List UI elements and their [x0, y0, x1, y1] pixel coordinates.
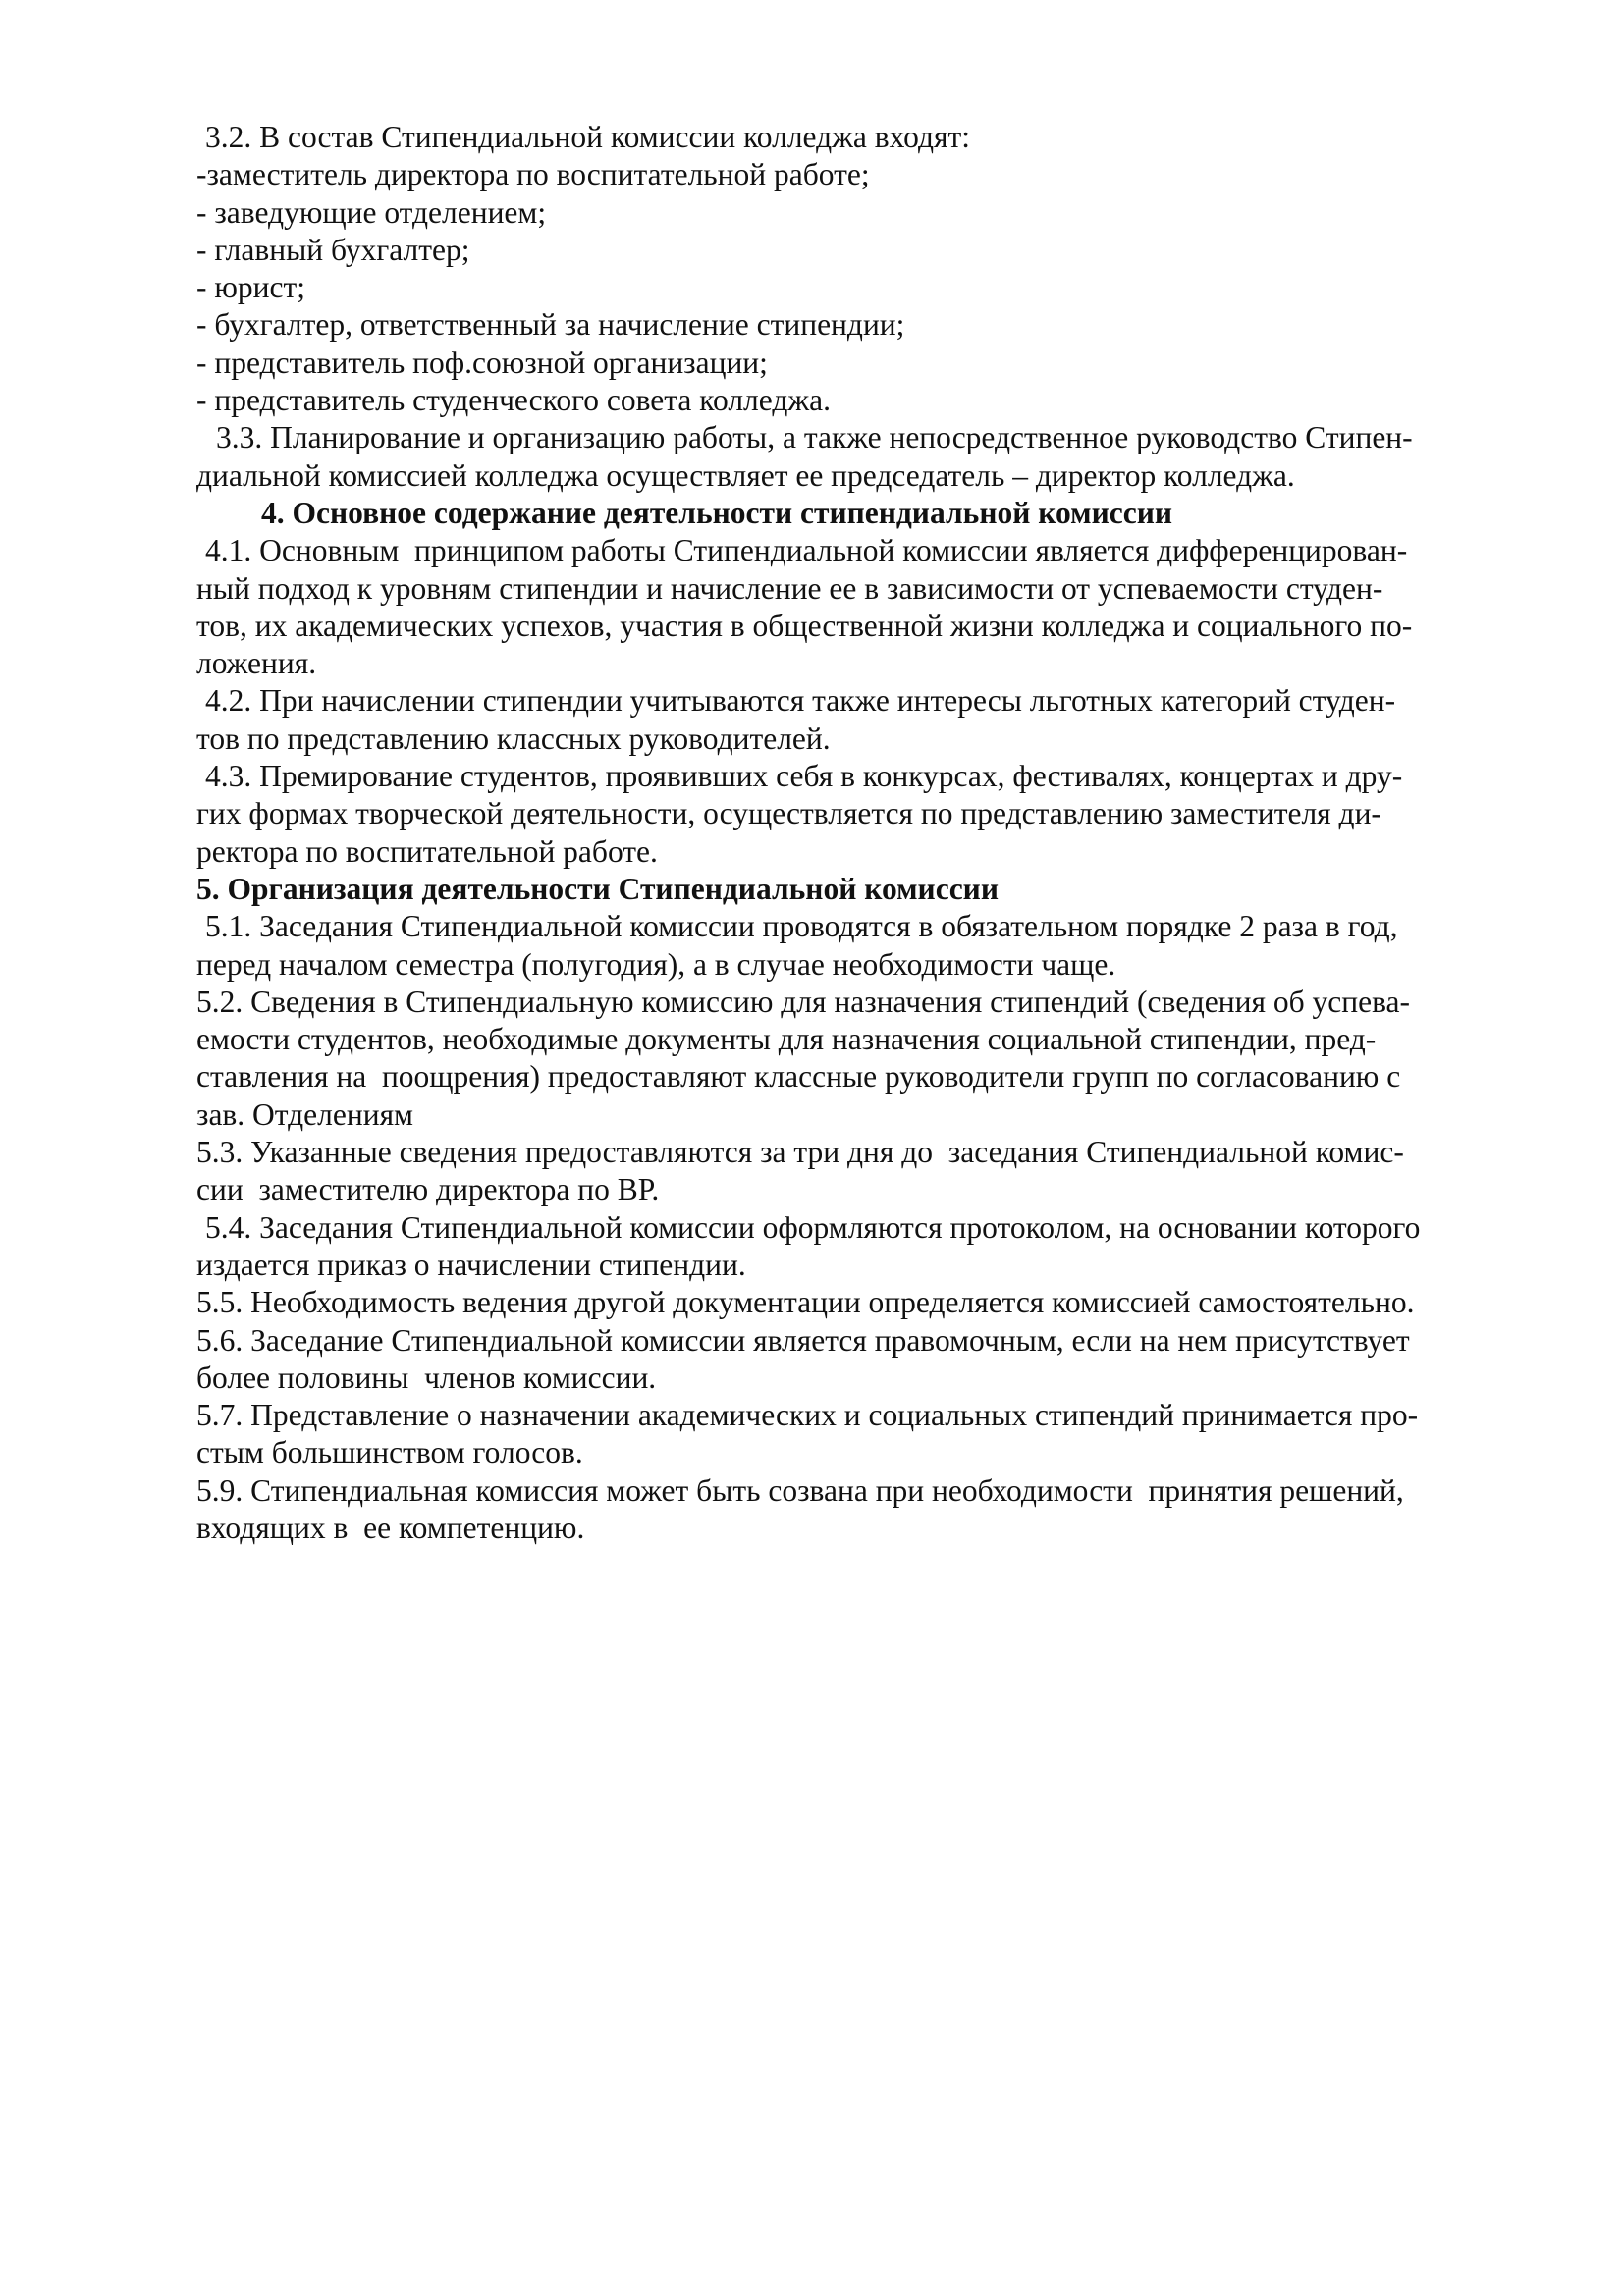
paragraph-4-2-line-2: тов по представлению классных руководителей. [196, 721, 831, 756]
paragraph-5-5: 5.5. Необходимость ведения другой документации определяется комиссией самостоятельно. [196, 1285, 1415, 1320]
document-page [196, 119, 1532, 1547]
paragraph-5-2-line-4: зав. Отделениям [196, 1096, 413, 1132]
paragraph-5-1-line-1: 5.1. Заседания Стипендиальной комиссии проводятся в обязательном порядке 2 раза в год, [205, 909, 1398, 944]
list-item-accountant: - бухгалтер, ответственный за начисление стипендии; [196, 307, 905, 343]
paragraph-4-1-line-2: ный подход к уровням стипендии и начисление ее в зависимости от успеваемости студен- [196, 570, 1383, 606]
list-item-chief-accountant: - главный бухгалтер; [196, 232, 470, 267]
list-item-union-rep: - представитель поф.союзной организации; [196, 345, 768, 380]
paragraph-3-2-heading: 3.2. В состав Стипендиальной комиссии колледжа входят: [205, 120, 971, 154]
paragraph-5-6-line-2: более половины членов комиссии. [196, 1360, 657, 1395]
paragraph-5-2-line-2: емости студентов, необходимые документы для назначения социальной стипендии, пред- [196, 1022, 1377, 1057]
paragraph-5-3-line-1: 5.3. Указанные сведения предоставляются за три дня до заседания Стипендиальной комис- [196, 1135, 1404, 1170]
paragraph-5-3-line-2: сии заместителю директора по ВР. [196, 1172, 660, 1207]
list-item-student-council-rep: - представитель студенческого совета колледжа. [196, 383, 831, 418]
paragraph-5-6-line-1: 5.6. Заседание Стипендиальной комиссии является правомочным, если на нем присутствует [196, 1322, 1410, 1358]
section-5-heading: 5. Организация деятельности Стипендиальной комиссии [196, 871, 999, 906]
paragraph-5-1-line-2: перед началом семестра (полугодия), а в случае необходимости чаще. [196, 946, 1116, 982]
section-4-heading: 4. Основное содержание деятельности стипендиальной комиссии [261, 495, 1172, 530]
paragraph-5-4-line-1: 5.4. Заседания Стипендиальной комиссии оформляются протоколом, на основании которого [205, 1209, 1421, 1245]
paragraph-4-3-line-1: 4.3. Премирование студентов, проявивших себя в конкурсах, фестивалях, концертах и дру- [205, 759, 1403, 794]
paragraph-5-9-line-2: входящих в ее компетенцию. [196, 1510, 585, 1545]
paragraph-4-2-line-1: 4.2. При начислении стипендии учитываются также интересы льготных категорий студен- [205, 683, 1396, 719]
paragraph-4-3-line-3: ректора по воспитательной работе. [196, 833, 658, 869]
paragraph-4-1-line-1: 4.1. Основным принципом работы Стипендиальной комиссии является дифференцирован- [205, 533, 1408, 568]
paragraph-3-3-line-2: диальной комиссией колледжа осуществляет ее председатель – директор колледжа. [196, 457, 1295, 493]
paragraph-4-3-line-2: гих формах творческой деятельности, осуществляется по представлению заместителя ди- [196, 796, 1381, 831]
paragraph-5-2-line-3: ставления на поощрения) предоставляют классные руководители групп по согласованию с [196, 1059, 1401, 1095]
paragraph-5-2-line-1: 5.2. Сведения в Стипендиальную комиссию для назначения стипендий (сведения об успева- [196, 984, 1411, 1019]
paragraph-4-1-line-4: ложения. [196, 646, 317, 681]
list-item-lawyer: - юрист; [196, 270, 306, 305]
paragraph-5-7-line-2: стым большинством голосов. [196, 1435, 583, 1470]
paragraph-5-7-line-1: 5.7. Представление о назначении академических и социальных стипендий принимается про- [196, 1398, 1419, 1433]
paragraph-3-3-line-1: 3.3. Планирование и организацию работы, а также непосредственное руководство Стипен- [216, 420, 1413, 455]
paragraph-5-4-line-2: издается приказ о начислении стипендии. [196, 1247, 746, 1282]
paragraph-4-1-line-3: тов, их академических успехов, участия в общественной жизни колледжа и социального по- [196, 608, 1413, 643]
list-item-department-heads: - заведующие отделением; [196, 194, 547, 230]
paragraph-5-9-line-1: 5.9. Стипендиальная комиссия может быть созвана при необходимости принятия решений, [196, 1472, 1404, 1508]
list-item-deputy-director: -заместитель директора по воспитательной работе; [196, 157, 870, 192]
